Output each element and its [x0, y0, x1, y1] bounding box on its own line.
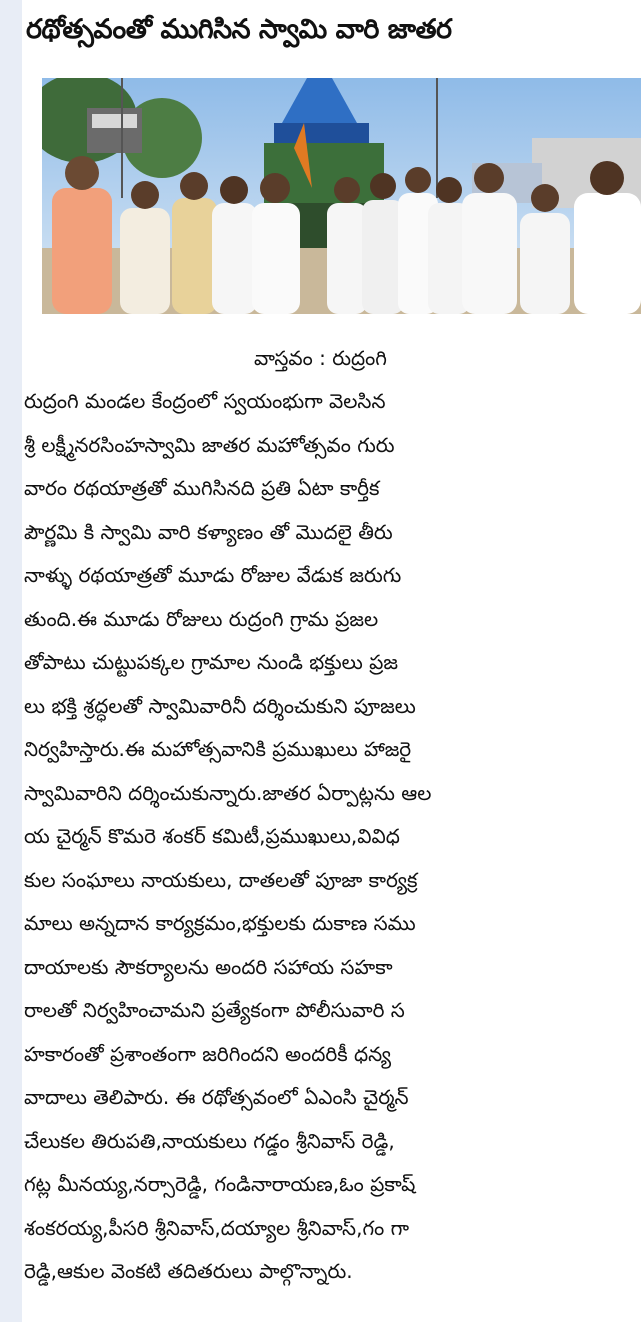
body-line: వాదాలు తెలిపారు. ఈ రథోత్సవంలో ఏఎంసి చైర్మన్: [24, 1085, 409, 1109]
body-line: స్వామివారిని దర్శించుకున్నారు.జాతర ఏర్పాట్లను ఆల: [24, 780, 432, 805]
body-line: రెడ్డి,ఆకుల వెంకటి తదితరులు పాల్గొన్నారు.: [24, 1259, 353, 1283]
body-line: దాయాలకు సౌకర్యాలను అందరి సహాయ సహకా: [24, 954, 393, 979]
body-line: వారం రథయాత్రతో ముగిసినది ప్రతి ఏటా కార్తీక: [24, 476, 380, 500]
body-line: లు భక్తి శ్రద్ధలతో స్వామివారినీ దర్శించుకుని పూజలు: [24, 693, 416, 718]
body-line: రాలతో నిర్వహించామని ప్రత్యేకంగా పోలీసువారి స: [24, 998, 405, 1022]
chariot-procession-photo: [42, 78, 641, 314]
column-rule: [0, 0, 22, 1322]
body-line: రుద్రంగి మండల కేంద్రంలో స్వయంభుగా వెలసిన: [24, 389, 386, 413]
body-line: నిర్వహిస్తారు.ఈ మహోత్సవానికి ప్రముఖులు హాజరై: [24, 737, 412, 761]
body-line: తుంది.ఈ మూడు రోజులు రుద్రంగి గ్రామ ప్రజల: [24, 606, 379, 631]
body-line: కుల సంఘాలు నాయకులు, దాతలతో పూజా కార్యక్ర: [24, 867, 418, 892]
body-line: పౌర్ణమి కి స్వామి వారి కళ్యాణం తో మొదలై తీరు: [24, 519, 393, 544]
body-line: మాలు అన్నదాన కార్యక్రమం,భక్తులకు దుకాణ సము: [24, 911, 416, 935]
dateline: వాస్తవం : రుద్రంగి: [254, 346, 387, 370]
body-line: చేలుకల తిరుపతి,నాయకులు గడ్డం శ్రీనివాస్ రెడ్డి,: [24, 1128, 395, 1153]
body-line: తోపాటు చుట్టుపక్కల గ్రామాల నుండి భక్తులు ప్రజ: [24, 650, 398, 674]
body-line: గట్ల మీనయ్య,నర్సారెడ్డి, గండినారాయణ,ఓం ప్రకాష్: [24, 1172, 416, 1196]
body-line: య చైర్మన్ కొమరె శంకర్ కమిటీ,ప్రముఖులు,వివిధ: [24, 824, 400, 848]
body-line: నాళ్ళు రథయాత్రతో మూడు రోజుల వేడుక జరుగు: [24, 563, 402, 587]
body-line: హకారంతో ప్రశాంతంగా జరిగిందని అందరికీ ధన్య: [24, 1041, 392, 1066]
news-photo: [42, 78, 641, 314]
body-line: శంకరయ్య,పీసరి శ్రీనివాస్,దయ్యాల శ్రీనివాస్,గం గా: [24, 1215, 410, 1240]
headline: రథోత్సవంతో ముగిసిన స్వామి వారి జాతర: [26, 14, 452, 45]
article-body: [24, 380, 636, 1294]
body-line: శ్రీ లక్ష్మీనరసింహస్వామి జాతర మహోత్సవం గురు: [24, 432, 395, 457]
